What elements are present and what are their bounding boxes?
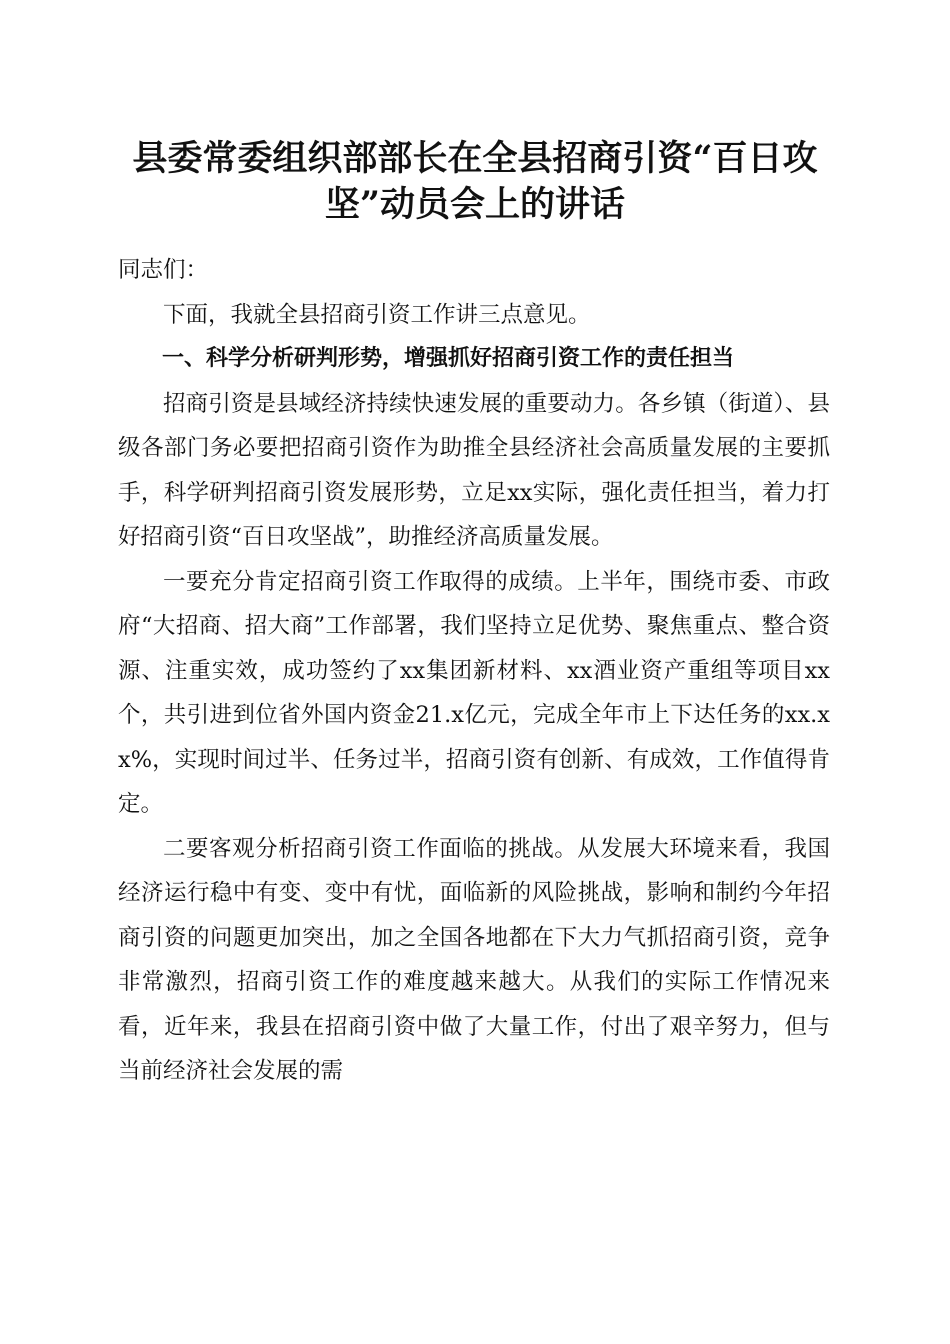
document-title: [100, 136, 850, 228]
title-line-2: 坚”动员会上的讲话: [324, 184, 626, 225]
body-paragraph-3: 二要客观分析招商引资工作面临的挑战。从发展大环境来看，我国经济运行稳中有变、变中有忧，面临新的风险挑战，影响和制约今年招商引资的问题更加突出，加之全国各地都在下大力气抓招商引资，竞争非常激烈，招商引资工作的难度越来越大。从我们的实际工作情况来看，近年来，我县在招商引资中做了大量工作，付出了艰辛努力，但与当前经济社会发展的需: [118, 835, 830, 1084]
section-heading-1: 一、科学分析研判形势，增强抓好招商引资工作的责任担当: [162, 346, 735, 371]
body-paragraph-1: 招商引资是县域经济持续快速发展的重要动力。各乡镇（街道）、县级各部门务必要把招商引资作为助推全县经济社会高质量发展的主要抓手，科学研判招商引资发展形势，立足xx实际，强化责任担当，着力打好招商引资“百日攻坚战”，助推经济高质量发展。: [118, 390, 830, 550]
salutation: 同志们：: [118, 257, 209, 283]
body-paragraph-2: 一要充分肯定招商引资工作取得的成绩。上半年，围绕市委、市政府“大招商、招大商”工作部署，我们坚持立足优势、聚焦重点、整合资源、注重实效，成功签约了xx集团新材料、xx酒业资产重组等项目xx个，共引进到位省外国内资金21.x亿元，完成全年市上下达任务的xx.xx%，实现时间过半、任务过半，招商引资有创新、有成效，工作值得肯定。: [118, 568, 830, 817]
intro-paragraph: 下面，我就全县招商引资工作讲三点意见。: [163, 301, 591, 328]
document-body: [118, 248, 830, 1094]
title-line-1: 县委常委组织部部长在全县招商引资“百日攻: [132, 138, 818, 179]
